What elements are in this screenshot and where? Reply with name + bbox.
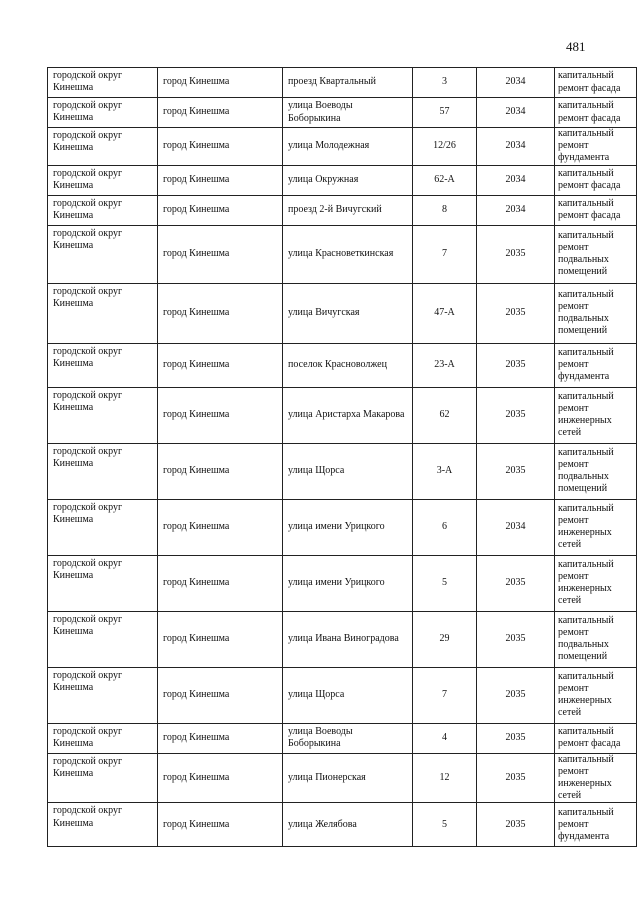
repair-schedule-table xyxy=(47,67,637,847)
year-cell: 2035 xyxy=(477,343,555,387)
year-cell: 2035 xyxy=(477,387,555,443)
house-number-cell: 5 xyxy=(413,555,477,611)
street-cell: улица Окружная xyxy=(283,165,413,195)
street-cell: улица Красноветкинская xyxy=(283,225,413,283)
street-cell: улица Ивана Виноградова xyxy=(283,611,413,667)
city-cell: город Кинешма xyxy=(158,555,283,611)
year-cell: 2034 xyxy=(477,499,555,555)
house-number-cell: 12/26 xyxy=(413,128,477,166)
city-cell: город Кинешма xyxy=(158,803,283,847)
work-type-cell: капитальный ремонт подвальных помещений xyxy=(555,443,637,499)
page-number: 481 xyxy=(566,39,586,54)
city-cell: город Кинешма xyxy=(158,387,283,443)
table-row xyxy=(48,343,637,387)
district-cell: городской округ Кинешма xyxy=(48,443,158,499)
year-cell: 2035 xyxy=(477,611,555,667)
work-type-cell: капитальный ремонт подвальных помещений xyxy=(555,283,637,343)
house-number-cell: 47-А xyxy=(413,283,477,343)
table-row xyxy=(48,723,637,753)
year-cell: 2034 xyxy=(477,68,555,98)
work-type-cell: капитальный ремонт фасада xyxy=(555,98,637,128)
work-type-cell: капитальный ремонт инженерных сетей xyxy=(555,387,637,443)
district-cell: городской округ Кинешма xyxy=(48,343,158,387)
year-cell: 2035 xyxy=(477,667,555,723)
work-type-cell: капитальный ремонт фундамента xyxy=(555,803,637,847)
house-number-cell: 8 xyxy=(413,195,477,225)
street-cell: улица имени Урицкого xyxy=(283,499,413,555)
work-type-cell: капитальный ремонт фасада xyxy=(555,195,637,225)
street-cell: проезд Квартальный xyxy=(283,68,413,98)
house-number-cell: 7 xyxy=(413,667,477,723)
street-cell: улица Пионерская xyxy=(283,753,413,803)
year-cell: 2035 xyxy=(477,225,555,283)
year-cell: 2035 xyxy=(477,803,555,847)
district-cell: городской округ Кинешма xyxy=(48,753,158,803)
district-cell: городской округ Кинешма xyxy=(48,803,158,847)
street-cell: улица Аристарха Макарова xyxy=(283,387,413,443)
district-cell: городской округ Кинешма xyxy=(48,98,158,128)
work-type-cell: капитальный ремонт подвальных помещений xyxy=(555,611,637,667)
table-row xyxy=(48,225,637,283)
year-cell: 2034 xyxy=(477,98,555,128)
city-cell: город Кинешма xyxy=(158,283,283,343)
work-type-cell: капитальный ремонт инженерных сетей xyxy=(555,555,637,611)
district-cell: городской округ Кинешма xyxy=(48,611,158,667)
street-cell: улица имени Урицкого xyxy=(283,555,413,611)
house-number-cell: 62 xyxy=(413,387,477,443)
work-type-cell: капитальный ремонт фасада xyxy=(555,68,637,98)
street-cell: улица Воеводы Боборыкина xyxy=(283,723,413,753)
city-cell: город Кинешма xyxy=(158,753,283,803)
year-cell: 2035 xyxy=(477,753,555,803)
table-row xyxy=(48,611,637,667)
city-cell: город Кинешма xyxy=(158,165,283,195)
house-number-cell: 6 xyxy=(413,499,477,555)
table-row xyxy=(48,128,637,166)
table-row xyxy=(48,443,637,499)
district-cell: городской округ Кинешма xyxy=(48,667,158,723)
district-cell: городской округ Кинешма xyxy=(48,499,158,555)
year-cell: 2035 xyxy=(477,555,555,611)
district-cell: городской округ Кинешма xyxy=(48,555,158,611)
city-cell: город Кинешма xyxy=(158,343,283,387)
city-cell: город Кинешма xyxy=(158,499,283,555)
street-cell: улица Щорса xyxy=(283,667,413,723)
table-row xyxy=(48,283,637,343)
table-row xyxy=(48,803,637,847)
table-body xyxy=(48,68,637,847)
house-number-cell: 3-А xyxy=(413,443,477,499)
district-cell: городской округ Кинешма xyxy=(48,387,158,443)
work-type-cell: капитальный ремонт инженерных сетей xyxy=(555,667,637,723)
district-cell: городской округ Кинешма xyxy=(48,225,158,283)
city-cell: город Кинешма xyxy=(158,128,283,166)
work-type-cell: капитальный ремонт инженерных сетей xyxy=(555,499,637,555)
house-number-cell: 7 xyxy=(413,225,477,283)
table-row xyxy=(48,753,637,803)
table-row xyxy=(48,68,637,98)
street-cell: улица Молодежная xyxy=(283,128,413,166)
work-type-cell: капитальный ремонт подвальных помещений xyxy=(555,225,637,283)
house-number-cell: 29 xyxy=(413,611,477,667)
city-cell: город Кинешма xyxy=(158,98,283,128)
year-cell: 2034 xyxy=(477,128,555,166)
house-number-cell: 12 xyxy=(413,753,477,803)
district-cell: городской округ Кинешма xyxy=(48,195,158,225)
year-cell: 2035 xyxy=(477,283,555,343)
year-cell: 2034 xyxy=(477,165,555,195)
house-number-cell: 23-А xyxy=(413,343,477,387)
city-cell: город Кинешма xyxy=(158,68,283,98)
district-cell: городской округ Кинешма xyxy=(48,165,158,195)
table-row xyxy=(48,499,637,555)
street-cell: улица Вичугская xyxy=(283,283,413,343)
work-type-cell: капитальный ремонт фундамента xyxy=(555,128,637,166)
work-type-cell: капитальный ремонт фундамента xyxy=(555,343,637,387)
table-row xyxy=(48,98,637,128)
house-number-cell: 62-А xyxy=(413,165,477,195)
street-cell: проезд 2-й Вичугский xyxy=(283,195,413,225)
work-type-cell: капитальный ремонт фасада xyxy=(555,723,637,753)
table-row xyxy=(48,387,637,443)
work-type-cell: капитальный ремонт инженерных сетей xyxy=(555,753,637,803)
city-cell: город Кинешма xyxy=(158,195,283,225)
table-row xyxy=(48,667,637,723)
district-cell: городской округ Кинешма xyxy=(48,68,158,98)
city-cell: город Кинешма xyxy=(158,443,283,499)
house-number-cell: 5 xyxy=(413,803,477,847)
district-cell: городской округ Кинешма xyxy=(48,723,158,753)
year-cell: 2035 xyxy=(477,443,555,499)
district-cell: городской округ Кинешма xyxy=(48,283,158,343)
street-cell: улица Щорса xyxy=(283,443,413,499)
city-cell: город Кинешма xyxy=(158,225,283,283)
work-type-cell: капитальный ремонт фасада xyxy=(555,165,637,195)
district-cell: городской округ Кинешма xyxy=(48,128,158,166)
city-cell: город Кинешма xyxy=(158,723,283,753)
street-cell: поселок Красноволжец xyxy=(283,343,413,387)
house-number-cell: 4 xyxy=(413,723,477,753)
street-cell: улица Желябова xyxy=(283,803,413,847)
table-row xyxy=(48,165,637,195)
table-row xyxy=(48,195,637,225)
year-cell: 2035 xyxy=(477,723,555,753)
city-cell: город Кинешма xyxy=(158,667,283,723)
table-row xyxy=(48,555,637,611)
house-number-cell: 57 xyxy=(413,98,477,128)
house-number-cell: 3 xyxy=(413,68,477,98)
city-cell: город Кинешма xyxy=(158,611,283,667)
year-cell: 2034 xyxy=(477,195,555,225)
street-cell: улица Воеводы Боборыкина xyxy=(283,98,413,128)
